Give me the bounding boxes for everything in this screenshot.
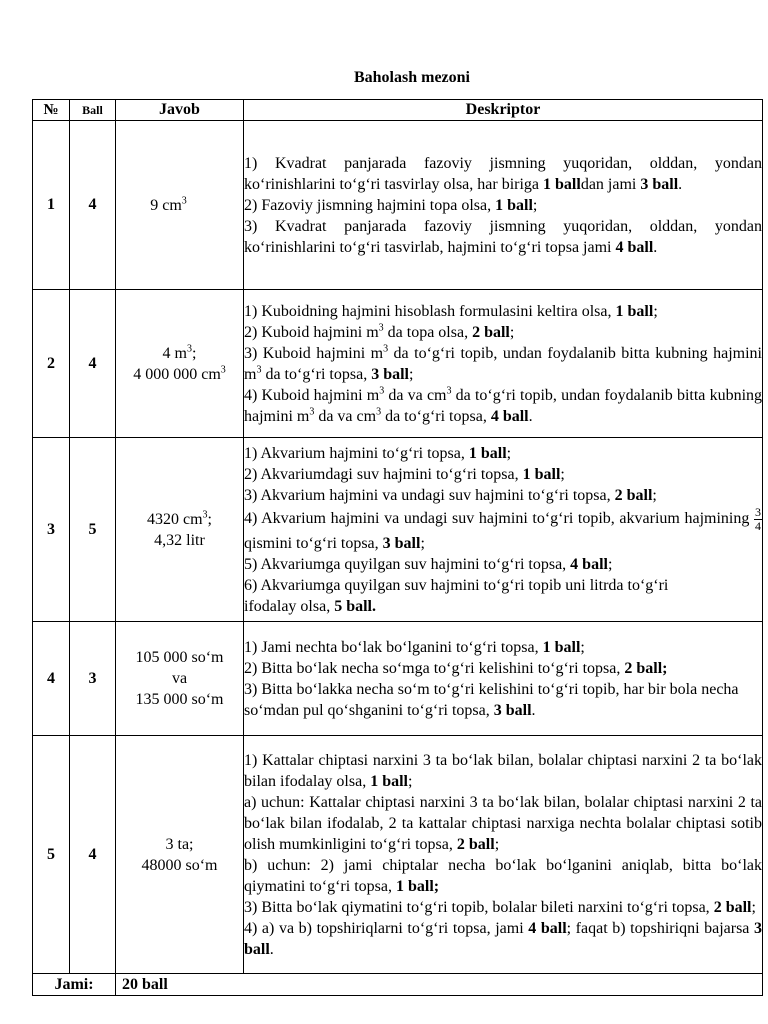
descriptor-item: 4) a) va b) topshiriqlarni to‘g‘ri topsa, jami 4 ball; faqat b) topshiriqni bajarsa 3 ball. [244,919,763,958]
table-row [33,438,763,622]
criteria-table [32,99,763,996]
table-row [33,121,763,290]
descriptor-item: 3) Kuboid hajmini $m^3$ da to‘g‘ri topib, undan foydalanib bitta kubning hajmini $m^3$ da to‘g‘ri topsa, 3 ball; [244,343,763,383]
descriptor-item: 2) Bitta bo‘lak necha so‘mga to‘g‘ri kelishini to‘g‘ri topsa, 2 ball; [244,659,668,677]
row-number: 4 [33,622,70,736]
table-row [33,290,763,438]
row-number: 1 [33,121,70,290]
descriptor-item: b) uchun: 2) jami chiptalar necha bo‘lak bo‘lganini aniqlab, bitta bo‘lak qiymatini to‘g‘ri topsa, 1 ball; [244,856,762,895]
row-answer: 4320 $cm^3$; 4,32 litr [116,438,244,622]
table-row [33,622,763,736]
descriptor-item: 2) Kuboid hajmini $m^3$ da topa olsa, 2 ball; [244,322,515,341]
descriptor-item: 1) Kuboidning hajmini hisoblash formulasini keltira olsa, 1 ball; [244,302,658,320]
descriptor-item: 2) Akvariumdagi suv hajmini to‘g‘ri topsa, 1 ball; [244,465,565,483]
descriptor-item: 5) Akvariumga quyilgan suv hajmini to‘g‘ri topsa, 4 ball; [244,555,613,573]
descriptor-item: 1) Kvadrat panjarada fazoviy jismning yuqoridan, olddan, yondan ko‘rinishlarini to‘g‘ri tasvirlay olsa, har biriga 1 balldan jami 3 ball. [244,154,762,193]
row-ball: 4 [70,121,116,290]
descriptor-item: 2) Fazoviy jismning hajmini topa olsa, 1 ball; [244,196,538,214]
total-label: Jami: [33,974,116,996]
row-ball: 4 [70,736,116,974]
row-answer: 4 $m^3$; 4 000 000 $cm^3$ [116,290,244,438]
row-answer: 9 $cm^3$ [116,121,244,290]
row-number: 3 [33,438,70,622]
fraction-three-quarters: $\frac{3}{4}$ [755,504,761,533]
row-answer: 105 000 so‘m va 135 000 so‘m [116,622,244,736]
row-descriptor [244,736,763,974]
descriptor-item: 1) Jami nechta bo‘lak bo‘lganini to‘g‘ri topsa, 1 ball; [244,638,585,656]
descriptor-item: 3) Kvadrat panjarada fazoviy jismning yuqoridan, olddan, yondan ko‘rinishlarini to‘g‘ri tasvirlab, hajmini to‘g‘ri topsa jami 4 ball. [244,217,762,256]
descriptor-item: 1) Kattalar chiptasi narxini 3 ta bo‘lak bilan, bolalar chiptasi narxini 2 ta bo‘lak bilan ifodalay olsa, 1 ball; [244,751,762,790]
row-ball: 3 [70,622,116,736]
row-descriptor [244,290,763,438]
total-value: 20 ball [116,974,763,996]
row-descriptor [244,438,763,622]
row-number: 5 [33,736,70,974]
descriptor-item: 6) Akvariumga quyilgan suv hajmini to‘g‘ri topib uni litrda to‘g‘ri ifodalay olsa, 5 ball. [244,576,669,615]
header-javob: Javob [116,100,244,121]
descriptor-item: 4) Kuboid hajmini $m^3$ da va $cm^3$ da to‘g‘ri topib, undan foydalanib bitta kubning hajmini $m^3$ da va $cm^3$ da to‘g‘ri topsa, 4 ball. [244,385,763,425]
table-row [33,736,763,974]
row-ball: 5 [70,438,116,622]
row-number: 2 [33,290,70,438]
header-row [33,100,763,121]
descriptor-item: 1) Akvarium hajmini to‘g‘ri topsa, 1 ball; [244,444,512,462]
total-row [33,974,763,996]
row-answer: 3 ta; 48000 so‘m [116,736,244,974]
row-descriptor [244,121,763,290]
page-title: Baholash mezoni [353,69,470,86]
header-ball: Ball [70,100,116,121]
descriptor-item: 3) Akvarium hajmini va undagi suv hajmini to‘g‘ri topsa, 2 ball; [244,486,657,504]
descriptor-item: 4) Akvarium hajmini va undagi suv hajmini to‘g‘ri topib, akvarium hajmining $\frac{3}{4}$ qismini to‘g‘ri topsa, 3 ball; [244,504,761,552]
header-no: № [33,100,70,121]
row-ball: 4 [70,290,116,438]
header-deskriptor: Deskriptor [244,100,763,121]
descriptor-item: 3) Bitta bo‘lak qiymatini to‘g‘ri topib, bolalar bileti narxini to‘g‘ri topsa, 2 ball; [244,898,756,916]
row-descriptor [244,622,763,736]
descriptor-item: 3) Bitta bo‘lakka necha so‘m to‘g‘ri kelishini to‘g‘ri topib, har bir bola necha so‘mdan pul qo‘shganini to‘g‘ri topsa, 3 ball. [244,680,739,719]
descriptor-item: a) uchun: Kattalar chiptasi narxini 3 ta bo‘lak bilan, bolalar chiptasi narxini 2 ta bo‘lak bilan ifodalab, 2 ta kattalar chiptasi narxiga nechta bolalar chiptasi sotib olish mumkinligini to‘g‘ri topsa, 2 ball; [244,793,762,853]
